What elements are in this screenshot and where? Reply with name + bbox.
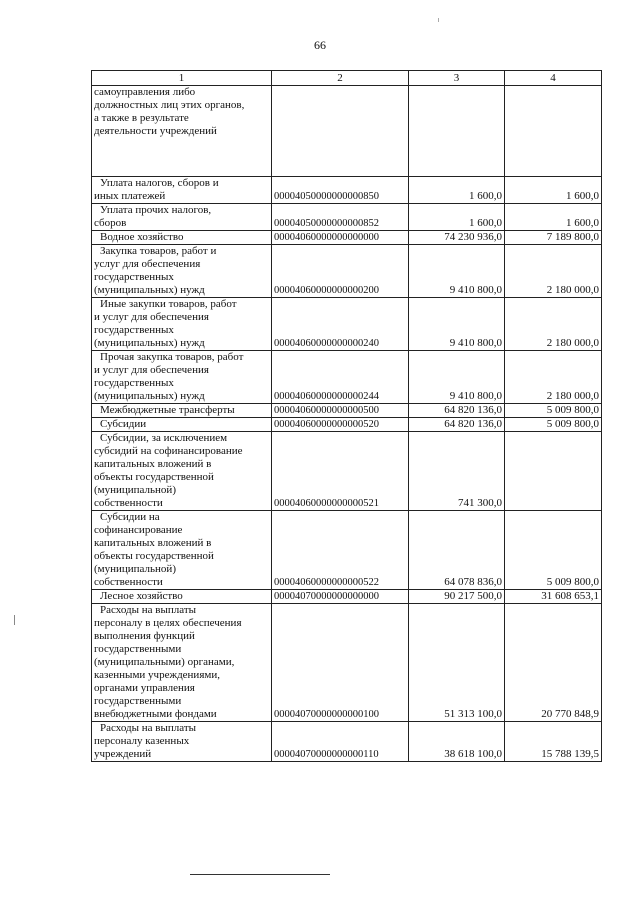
name-line: и услуг для обеспечения [94,311,209,323]
name-line: Субсидии [100,418,147,430]
row-value-col4: 5 009 800,0 [505,418,602,432]
name-line: Уплата налогов, сборов и [100,177,219,189]
table-row [92,204,602,231]
name-line: объекты государственной [94,550,214,562]
row-name-cell [92,432,272,511]
name-line: капитальных вложений в [94,458,212,470]
table-row [92,231,602,245]
row-value-col3: 741 300,0 [409,432,505,511]
name-line: капитальных вложений в [94,537,212,549]
table-row [92,511,602,590]
table-row [92,722,602,762]
header-col-3: 3 [409,71,505,86]
row-code-cell: 00004060000000000200 [272,245,409,298]
row-value-col3: 1 600,0 [409,177,505,204]
row-code-cell: 00004050000000000852 [272,204,409,231]
name-line: собственности [94,497,163,509]
name-line: Закупка товаров, работ и [100,245,217,257]
row-value-col4 [505,432,602,511]
row-value-col4: 1 600,0 [505,177,602,204]
name-line: и услуг для обеспечения [94,364,209,376]
row-value-col4: 2 180 000,0 [505,298,602,351]
name-line: государственных [94,271,174,283]
row-value-col4: 2 180 000,0 [505,351,602,404]
header-row [92,71,602,86]
row-code-cell: 00004050000000000850 [272,177,409,204]
name-line: персоналу в целях обеспечения [94,617,242,629]
budget-table [91,70,602,762]
name-line: выполнения функций [94,630,195,642]
row-code-cell: 00004060000000000240 [272,298,409,351]
row-code-cell: 00004060000000000244 [272,351,409,404]
name-line: государственных [94,377,174,389]
table-row [92,245,602,298]
name-line: сборов [94,217,127,229]
header-col-1: 1 [92,71,272,86]
scan-mark [438,18,439,22]
row-code-cell: 00004070000000000000 [272,590,409,604]
row-value-col4: 5 009 800,0 [505,511,602,590]
row-name-cell [92,204,272,231]
name-line: Иные закупки товаров, работ [100,298,237,310]
name-line: государственными [94,695,182,707]
name-line: самоуправления либо [94,86,196,98]
row-name-cell [92,177,272,204]
row-value-col3 [409,86,505,177]
row-name-cell [92,604,272,722]
footnote-rule [190,874,330,875]
row-code-cell: 00004070000000000100 [272,604,409,722]
row-code-cell: 00004060000000000521 [272,432,409,511]
row-name-cell [92,245,272,298]
row-value-col4: 7 189 800,0 [505,231,602,245]
row-name-cell [92,722,272,762]
name-line: деятельности учреждений [94,125,217,137]
table-row [92,177,602,204]
name-line: государственных [94,324,174,336]
table-row [92,418,602,432]
table-row [92,404,602,418]
name-line: учреждений [94,748,152,760]
row-value-col3: 1 600,0 [409,204,505,231]
row-value-col4: 5 009 800,0 [505,404,602,418]
row-value-col3: 9 410 800,0 [409,298,505,351]
row-value-col4: 2 180 000,0 [505,245,602,298]
row-name-cell [92,298,272,351]
name-line: должностных лиц этих органов, [94,99,245,111]
row-value-col3: 90 217 500,0 [409,590,505,604]
row-code-cell: 00004060000000000500 [272,404,409,418]
row-name-cell [92,418,272,432]
row-value-col4: 1 600,0 [505,204,602,231]
name-line: а также в результате [94,112,189,124]
name-line: персоналу казенных [94,735,190,747]
row-value-col3: 74 230 936,0 [409,231,505,245]
name-line: (муниципальной) [94,563,176,575]
name-line: объекты государственной [94,471,214,483]
name-line: субсидий на софинансирование [94,445,243,457]
table-row [92,86,602,177]
row-code-cell: 00004060000000000522 [272,511,409,590]
row-value-col3: 9 410 800,0 [409,351,505,404]
row-value-col4 [505,86,602,177]
name-line: собственности [94,576,163,588]
name-line: Уплата прочих налогов, [100,204,212,216]
name-line: Водное хозяйство [100,231,184,243]
name-line: органами управления [94,682,195,694]
row-code-cell: 00004060000000000520 [272,418,409,432]
name-line: внебюджетными фондами [94,708,217,720]
header-col-4: 4 [505,71,602,86]
name-line: Лесное хозяйство [100,590,183,602]
row-code-cell: 00004070000000000110 [272,722,409,762]
row-name-cell [92,511,272,590]
name-line: Субсидии на [100,511,160,523]
name-line: Расходы на выплаты [100,722,197,734]
row-value-col3: 64 820 136,0 [409,404,505,418]
row-value-col3: 51 313 100,0 [409,604,505,722]
table-row [92,604,602,722]
row-value-col3: 64 078 836,0 [409,511,505,590]
table-row [92,351,602,404]
name-line: (муниципальных) нужд [94,337,205,349]
name-line: (муниципальными) органами, [94,656,235,668]
row-name-cell [92,231,272,245]
name-line: Субсидии, за исключением [100,432,228,444]
header-col-2: 2 [272,71,409,86]
row-name-cell [92,86,272,177]
row-name-cell [92,404,272,418]
row-code-cell: 00004060000000000000 [272,231,409,245]
row-value-col4: 15 788 139,5 [505,722,602,762]
name-line: (муниципальной) [94,484,176,496]
name-line: софинансирование [94,524,183,536]
name-line: государственными [94,643,182,655]
row-value-col4: 20 770 848,9 [505,604,602,722]
table-row [92,432,602,511]
name-line: услуг для обеспечения [94,258,201,270]
name-line: Расходы на выплаты [100,604,197,616]
name-line: (муниципальных) нужд [94,390,205,402]
row-name-cell [92,590,272,604]
row-value-col3: 64 820 136,0 [409,418,505,432]
row-code-cell [272,86,409,177]
name-line: казенными учреждениями, [94,669,220,681]
row-value-col4: 31 608 653,1 [505,590,602,604]
table-row [92,590,602,604]
name-line: (муниципальных) нужд [94,284,205,296]
row-name-cell [92,351,272,404]
row-value-col3: 9 410 800,0 [409,245,505,298]
name-line: Межбюджетные трансферты [100,404,235,416]
page-number: 66 [314,38,326,52]
row-value-col3: 38 618 100,0 [409,722,505,762]
name-line: иных платежей [94,190,166,202]
table-row [92,298,602,351]
margin-mark [14,615,15,625]
name-line: Прочая закупка товаров, работ [100,351,244,363]
